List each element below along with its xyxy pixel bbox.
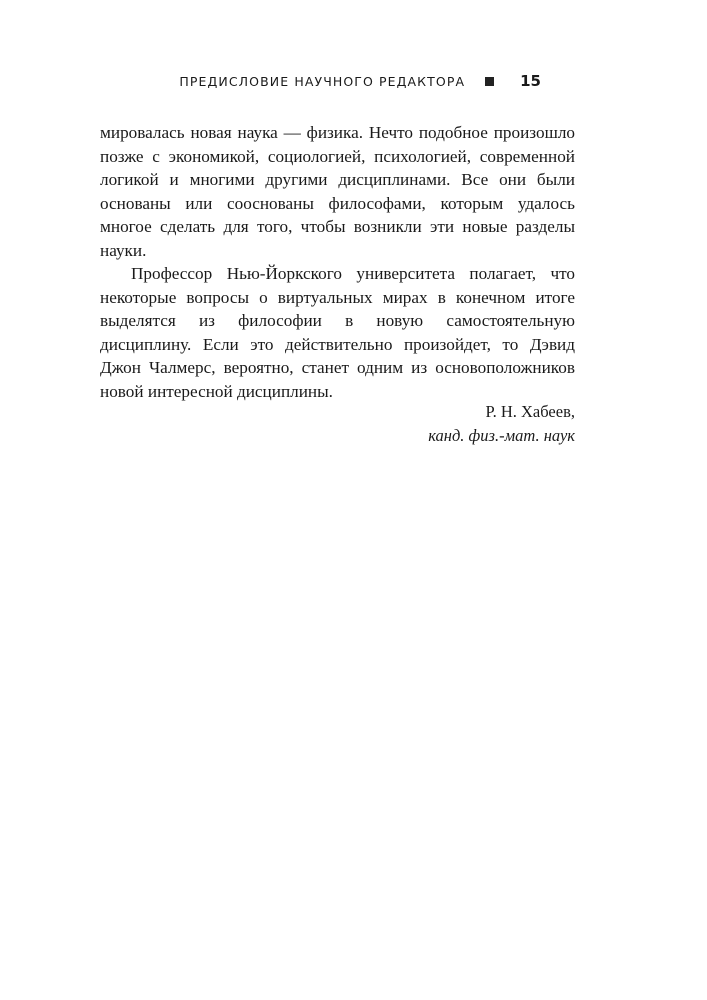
running-header [100,70,541,92]
paragraph: Профессор Нью-Йоркского университета полагает, что некоторые вопросы о виртуальных мирах в конечном итоге выделятся из философии в новую самостоятельную дисциплину. Если это действительно произойдет, то Дэвид Джон Чалмерс, вероятно, станет одним из основоположников новой интересной дисциплины. [100,264,575,401]
square-marker-icon [485,77,494,86]
author-name: Р. Н. Хабеев, [485,402,575,421]
body-text [100,121,575,403]
paragraph-continued: мировалась новая наука — физика. Нечто подобное произошло позже с экономикой, социологией, психологией, современной логикой и многими другими дисциплинами. Все они были основаны или сооснованы философами, которым удалось многое сделать для того, чтобы возникли эти новые разделы науки. [100,123,575,260]
section-title: ПРЕДИСЛОВИЕ НАУЧНОГО РЕДАКТОРА [179,73,466,89]
page-number: 15 [520,72,541,90]
author-degree: канд. физ.-мат. наук [428,425,575,445]
signature-block [100,400,575,447]
